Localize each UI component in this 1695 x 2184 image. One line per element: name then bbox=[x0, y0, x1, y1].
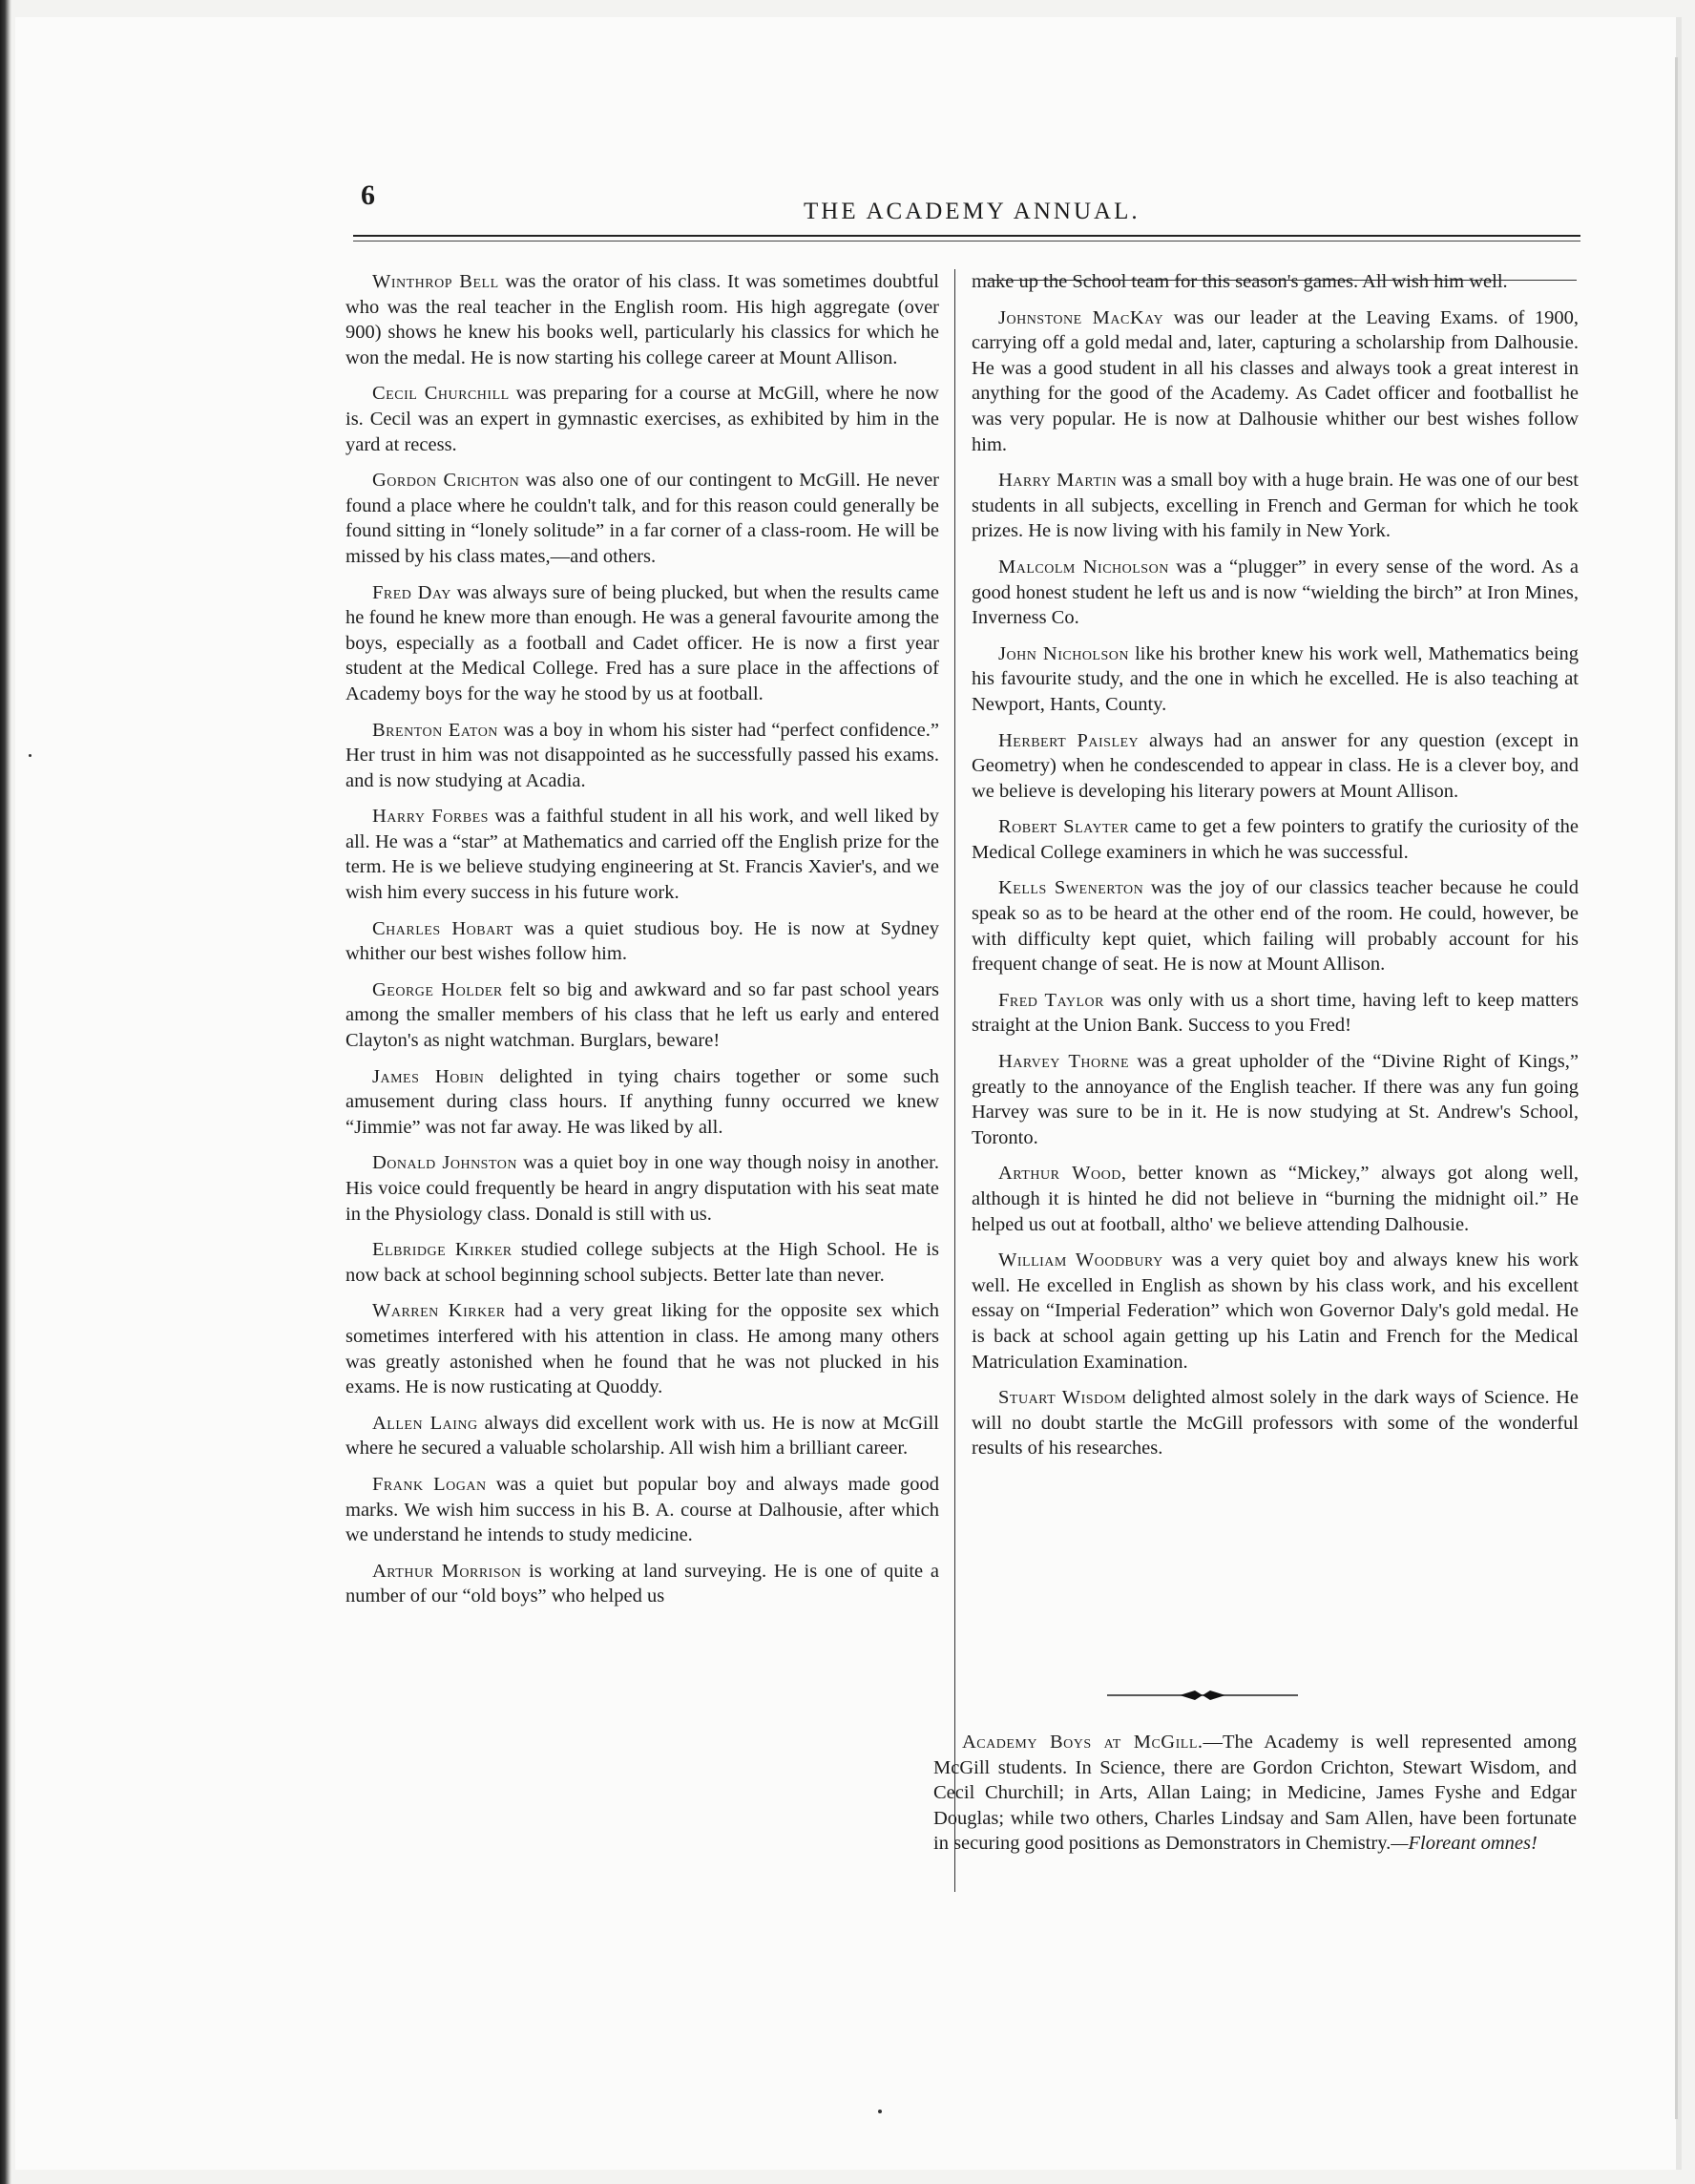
footer-text: —The Academy is well represented among McGill students. In Science, there are Gordon Crichton, Stewart Wisdom, and Cecil Churchill; in Arts, Allan Laing; in Medicine, James Fyshe and Edgar Douglas; while two others, Charles Lindsay and Sam Allen, have been fortunate in securing good positions as Demonstrators in Chemistry. bbox=[933, 1732, 1577, 1855]
entry-text: was a “plugger” in every sense of the word. As a good honest student he left us and is now “wielding the birch” at Iron Mines, Inverness Co. bbox=[972, 556, 1579, 629]
entry bbox=[345, 381, 939, 457]
entry-text: studied college subjects at the High School. He is now back at school beginning school subjects. Better late than never. bbox=[345, 1239, 939, 1286]
entry bbox=[972, 728, 1579, 805]
entry bbox=[972, 1049, 1579, 1150]
entry bbox=[345, 804, 939, 905]
fleuron-diamond-left bbox=[1180, 1690, 1203, 1700]
entry bbox=[972, 555, 1579, 631]
entry-text: always did excellent work with us. He is now at McGill where he secured a valuable scholarship. All wish him a brilliant career. bbox=[345, 1412, 939, 1460]
page-number: 6 bbox=[361, 179, 375, 211]
entry bbox=[345, 580, 939, 707]
entry-name: Brenton Eaton bbox=[372, 719, 498, 741]
entry-name: James Hobin bbox=[372, 1065, 485, 1087]
entry-name: Harry Forbes bbox=[372, 806, 489, 828]
continued-text: make up the School team for this season's games. All wish him well. bbox=[972, 271, 1508, 292]
fleuron-diamond-right bbox=[1203, 1690, 1225, 1700]
entry-text: like his brother knew his work well, Mathematics being his favourite study, and the one in which he excelled. He is also teaching at Newport, Hants, County. bbox=[972, 642, 1579, 715]
entry-text: delighted in tying chairs together or some such amusement during class hours. If anything funny occurred we knew “Jimmie” was not far away. He was liked by all. bbox=[345, 1065, 939, 1138]
entry-text: was a small boy with a huge brain. He was one of our best students in all subjects, excelling in French and German for which he took prizes. He is now living with his family in New York. bbox=[972, 470, 1579, 542]
entry-name: Gordon Crichton bbox=[372, 470, 520, 492]
entry-text: was our leader at the Leaving Exams. of 1900, carrying off a gold medal and, later, capturing a scholarship from Dalhousie. He was a good student in all his classes and always took a great interest in anything for the good of the Academy. As Cadet officer and footballist he was very popular. He is now at Dalhousie whither our best wishes follow him. bbox=[972, 306, 1579, 455]
footer-note bbox=[933, 1730, 1577, 1857]
entry-text: was only with us a short time, having left to keep matters straight at the Union Bank. Success to you Fred! bbox=[972, 989, 1579, 1037]
page-edge-line bbox=[1675, 57, 1678, 2119]
entry-name: Herbert Paisley bbox=[998, 729, 1140, 751]
entry-name: William Woodbury bbox=[998, 1250, 1163, 1271]
scan-binding-edge bbox=[0, 0, 11, 2184]
right-column bbox=[972, 269, 1579, 1472]
entry-text: was a great upholder of the “Divine Right of Kings,” greatly to the annoyance of the English teacher. If there was any fun going Harvey was sure to be in it. He is now studying at St. Andrew's School, Toronto. bbox=[972, 1051, 1579, 1148]
entry-text: was a quiet boy in one way though noisy in another. His voice could frequently be heard in angry disputation with his seat mate in the Physiology class. Donald is still with us. bbox=[345, 1152, 939, 1225]
entry-text: was the joy of our classics teacher because he could speak so as to be heard at the other end of the room. He could, however, be with difficulty kept quiet, which failing will probably account for his frequent change of seat. He is now at Mount Allison. bbox=[972, 877, 1579, 976]
entry-text: was a faithful student in all his work, and well liked by all. He was a “star” at Mathematics and carried off the English prize for the term. He is we believe studying engineering at St. Francis Xavier's, and we wish him every success in his future work. bbox=[345, 806, 939, 904]
entry-name: Robert Slayter bbox=[998, 816, 1130, 838]
entry bbox=[345, 916, 939, 967]
entry bbox=[972, 468, 1579, 544]
entry bbox=[972, 305, 1579, 458]
entry-name: Fred Taylor bbox=[998, 989, 1105, 1011]
column-divider bbox=[954, 269, 955, 1892]
entry-name: Warren Kirker bbox=[372, 1300, 506, 1322]
header-rule-thin bbox=[353, 241, 1580, 242]
entry-name: Arthur Morrison bbox=[372, 1560, 522, 1582]
entry-text: was a very quiet boy and always knew his work well. He excelled in English as shown by his class work, and his excellent essay on “Imperial Federation” which won Governor Daly's gold medal. He is back at school again getting up his Latin and French for the Medical Matriculation Examination. bbox=[972, 1250, 1579, 1373]
entry-name: Cecil Churchill bbox=[372, 383, 510, 405]
entry bbox=[345, 977, 939, 1054]
entry-name: Arthur Wood bbox=[998, 1163, 1121, 1185]
entry-text: was a quiet but popular boy and always made good marks. We wish him success in his B. A. course at Dalhousie, after which we understand he intends to study medicine. bbox=[345, 1473, 939, 1546]
entry-text: had a very great liking for the opposite sex which sometimes interfered with his attention in class. He among many others was greatly astonished when he found that he was not plucked in his exams. He is now rusticating at Quoddy. bbox=[345, 1300, 939, 1398]
entry-name: Fred Day bbox=[372, 581, 451, 603]
entry-text: felt so big and awkward and so far past school years among the smaller members of his class that he left us early and entered Clayton's as night watchman. Burglars, beware! bbox=[345, 978, 939, 1052]
footer-closing: —Floreant omnes! bbox=[1391, 1833, 1538, 1855]
scan-speck bbox=[29, 754, 31, 757]
entry-text: always had an answer for any question (except in Geometry) when he condescended to appear in class. He is a clever boy, and we believe is developing his literary powers at Mount Allison. bbox=[972, 729, 1580, 802]
entry-name: Harry Martin bbox=[998, 470, 1118, 492]
entry-text: , better known as “Mickey,” always got along well, although it is hinted he did not believe in “burning the midnight oil.” He helped us out at football, altho' we believe attending Dalhousie. bbox=[972, 1163, 1579, 1235]
entry bbox=[345, 1411, 939, 1461]
entry bbox=[972, 875, 1579, 976]
entry-text: was preparing for a course at McGill, where he now is. Cecil was an expert in gymnastic exercises, as exhibited by him in the yard at recess. bbox=[345, 383, 939, 455]
fleuron-ornament bbox=[1107, 1686, 1298, 1705]
entry-text: was a quiet studious boy. He is now at Sydney whither our best wishes follow him. bbox=[345, 917, 939, 965]
entry-name: Harvey Thorne bbox=[998, 1051, 1130, 1073]
entry bbox=[345, 1064, 939, 1141]
entry-text: delighted almost solely in the dark ways of Science. He will no doubt startle the McGill professors with some of the wonderful results of his researches. bbox=[972, 1387, 1579, 1460]
entry bbox=[345, 269, 939, 370]
entry-text: came to get a few pointers to gratify the curiosity of the Medical College examiners in which he was successful. bbox=[972, 816, 1579, 863]
entry bbox=[345, 1559, 939, 1609]
entry bbox=[972, 988, 1579, 1039]
entry bbox=[345, 1472, 939, 1548]
entry-text: was also one of our contingent to McGill. He never found a place where he couldn't talk, and for this reason could generally be found sitting in “lonely solitude” in a far corner of a class-room. He will be missed by his class mates,—and others. bbox=[345, 470, 940, 567]
entry-text: is working at land surveying. He is one of quite a number of our “old boys” who helped us bbox=[345, 1560, 939, 1607]
entry-text: was the orator of his class. It was sometimes doubtful who was the real teacher in the English room. His high aggregate (over 900) shows he knew his books well, particularly his classics for which he won the medal. He is now starting his college career at Mount Allison. bbox=[345, 271, 939, 368]
entry bbox=[972, 1161, 1579, 1237]
left-column bbox=[345, 269, 939, 1620]
entry-name: Allen Laing bbox=[372, 1412, 478, 1434]
entry bbox=[972, 1248, 1579, 1375]
footer-heading: Academy Boys at McGill. bbox=[962, 1732, 1203, 1753]
entry-name: Donald Johnston bbox=[372, 1152, 517, 1174]
entry-name: Johnstone MacKay bbox=[998, 306, 1164, 328]
scan-speck bbox=[878, 2110, 882, 2113]
entry-name: Elbridge Kirker bbox=[372, 1239, 513, 1261]
entry-name: Winthrop Bell bbox=[372, 271, 499, 292]
entry-name: Charles Hobart bbox=[372, 917, 513, 939]
header-rule bbox=[353, 235, 1580, 237]
entry-name: George Holder bbox=[372, 978, 503, 1000]
entry-text: was always sure of being plucked, but when the results came he found he knew more than enough. He was a general favourite among the boys, especially as a football and Cadet officer. He is now a first year student at the Medical College. Fred has a sure place in the affections of Academy boys for the way he stood by us at football. bbox=[345, 581, 939, 704]
entry bbox=[345, 1298, 939, 1399]
entry bbox=[972, 814, 1579, 865]
entry-name: John Nicholson bbox=[998, 642, 1129, 664]
running-title: THE ACADEMY ANNUAL. bbox=[804, 199, 1140, 224]
entry-name: Frank Logan bbox=[372, 1473, 487, 1495]
entry bbox=[972, 1385, 1579, 1461]
entry bbox=[972, 641, 1579, 718]
entry bbox=[345, 1237, 939, 1288]
entry-name: Stuart Wisdom bbox=[998, 1387, 1127, 1409]
entry bbox=[345, 468, 939, 569]
entry-name: Kells Swenerton bbox=[998, 877, 1144, 899]
entry-name: Malcolm Nicholson bbox=[998, 556, 1169, 578]
entry bbox=[345, 1150, 939, 1227]
entry bbox=[345, 718, 939, 794]
entry-text: was a boy in whom his sister had “perfect confidence.” Her trust in him was not disappointed as he successfully passed his exams. and is now studying at Acadia. bbox=[345, 719, 939, 791]
